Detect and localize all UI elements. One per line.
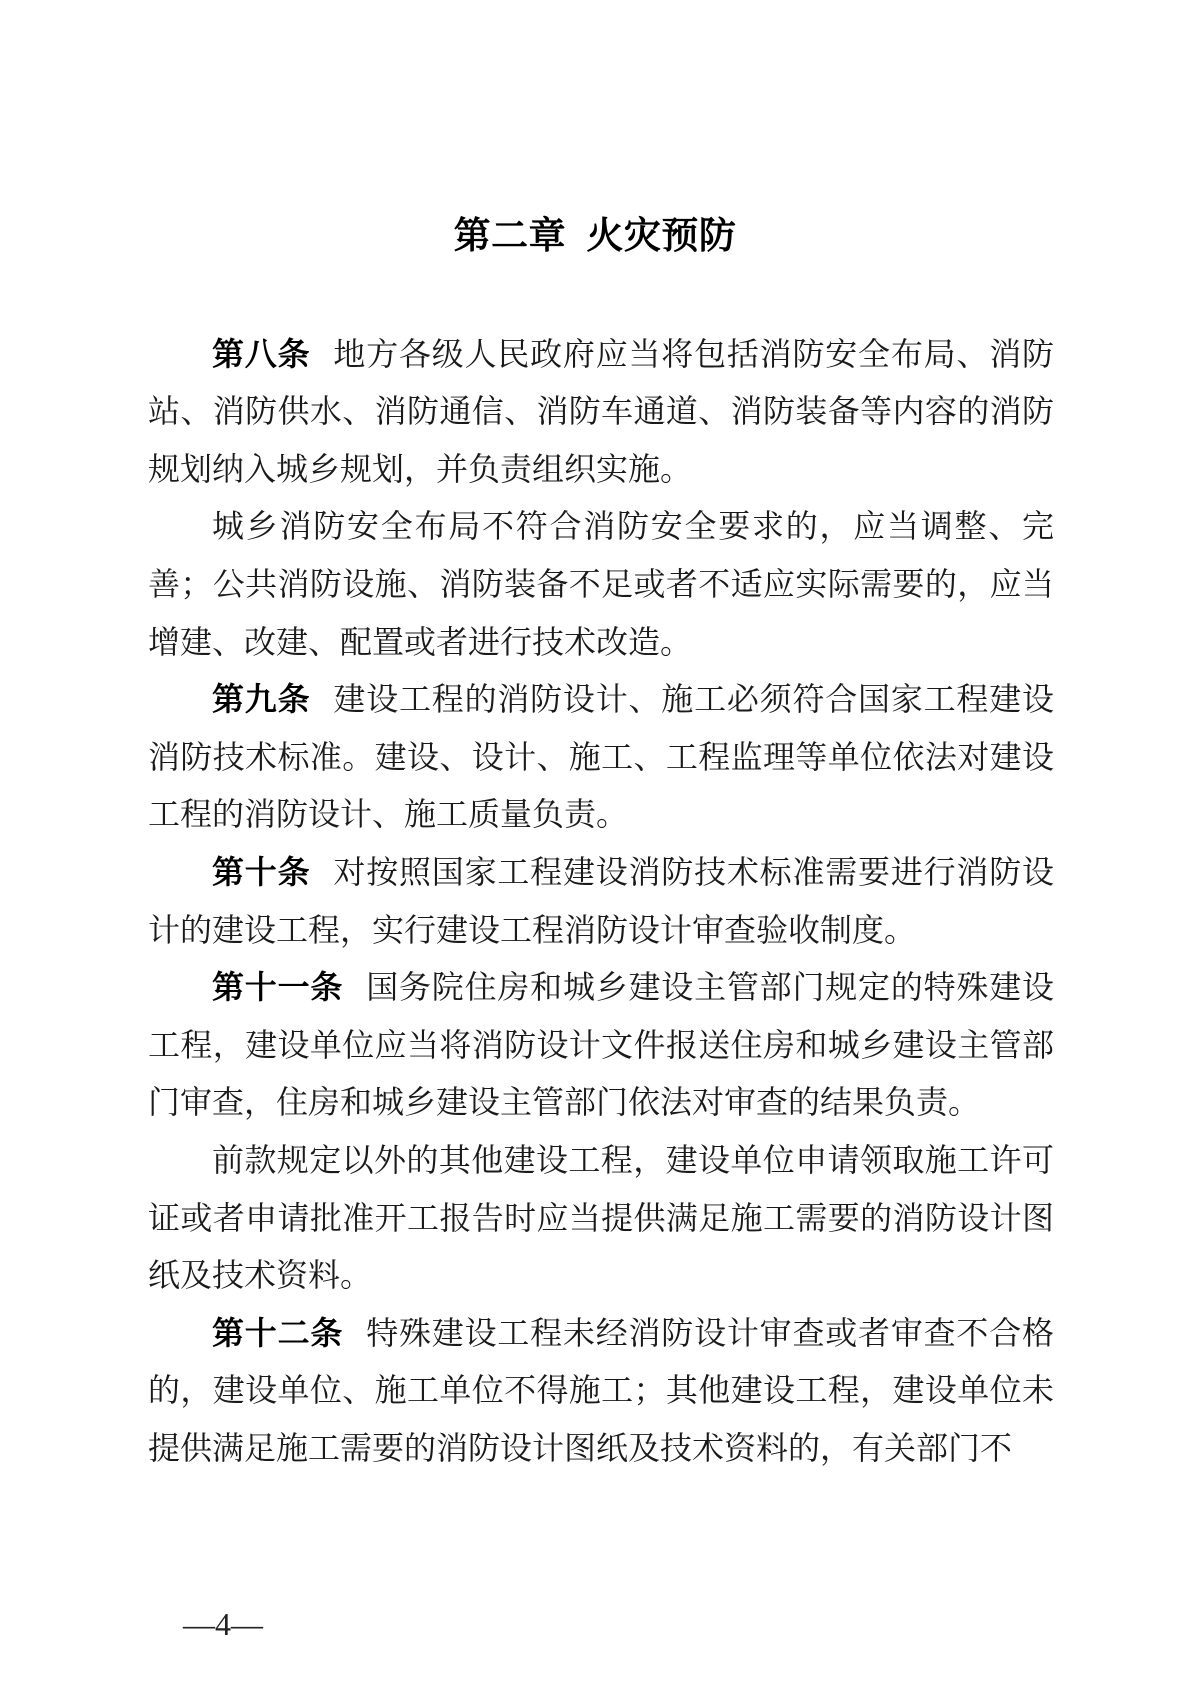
paragraph-text: 国务院住房和城乡建设主管部门规定的特殊建设工程，建设单位应当将消防设计文件报送住房和城乡建设主管部门审查，住房和城乡建设主管部门依法对审查的结果负责。: [148, 969, 1054, 1121]
article-number: 第八条: [212, 335, 311, 372]
page-number: —4—: [183, 1606, 263, 1642]
paragraph-article-9: [148, 671, 1054, 844]
paragraph-text: 对按照国家工程建设消防技术标准需要进行消防设计的建设工程，实行建设工程消防设计审查验收制度。: [148, 853, 1054, 948]
paragraph-text: 建设工程的消防设计、施工必须符合国家工程建设消防技术标准。建设、设计、施工、工程监理等单位依法对建设工程的消防设计、施工质量负责。: [148, 681, 1054, 833]
article-number: 第十二条: [212, 1314, 344, 1351]
paragraph-article-11: [148, 959, 1054, 1132]
paragraph-article-10: [148, 844, 1054, 959]
paragraph-article-12: [148, 1305, 1054, 1478]
paragraph-text: 城乡消防安全布局不符合消防安全要求的，应当调整、完善；公共消防设施、消防装备不足或者不适应实际需要的，应当增建、改建、配置或者进行技术改造。: [148, 508, 1054, 660]
chapter-heading: [0, 0, 1190, 265]
paragraph-text: 地方各级人民政府应当将包括消防安全布局、消防站、消防供水、消防通信、消防车通道、消防装备等内容的消防规划纳入城乡规划，并负责组织实施。: [148, 335, 1054, 487]
chapter-title: 火灾预防: [586, 215, 737, 256]
document-body: [148, 326, 1054, 1478]
article-number: 第十条: [212, 853, 311, 890]
paragraph-article-11-continued: [148, 1132, 1054, 1305]
paragraph-text: 前款规定以外的其他建设工程，建设单位申请领取施工许可证或者申请批准开工报告时应当提供满足施工需要的消防设计图纸及技术资料。: [148, 1141, 1054, 1294]
page-footer: [183, 1596, 263, 1654]
paragraph-text: 特殊建设工程未经消防设计审查或者审查不合格的，建设单位、施工单位不得施工；其他建设工程，建设单位未提供满足施工需要的消防设计图纸及技术资料的，有关部门不: [148, 1314, 1054, 1466]
paragraph-article-8: [148, 326, 1054, 499]
article-number: 第十一条: [212, 969, 344, 1006]
article-number: 第九条: [212, 681, 311, 718]
paragraph-article-8-continued: [148, 498, 1054, 671]
chapter-number: 第二章: [453, 215, 567, 256]
